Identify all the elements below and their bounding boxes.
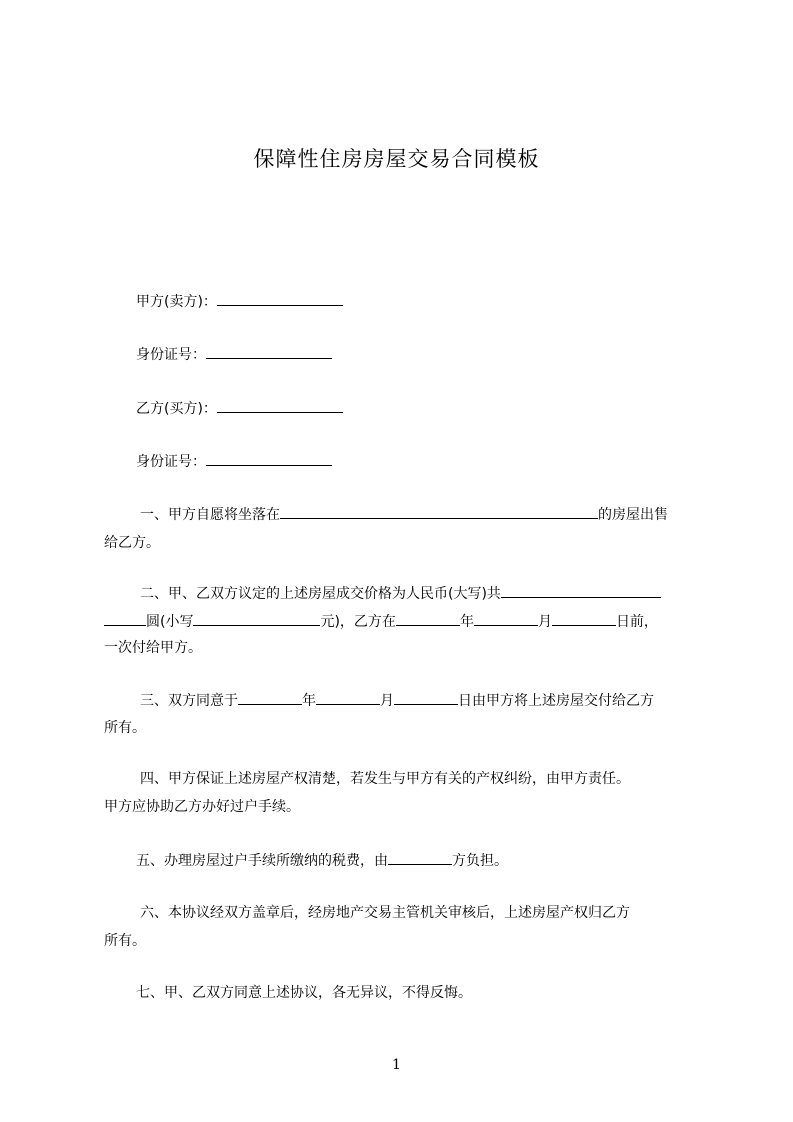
buyer-id-label: 身份证号： — [136, 454, 206, 470]
clause-3-blank-day — [394, 692, 458, 705]
clause-2-blank-amount-cont — [104, 613, 146, 626]
clause-2-blank-amount-words — [501, 585, 661, 598]
seller-id-blank — [206, 346, 332, 359]
clause-6-continuation: 所有。 — [104, 933, 146, 949]
clause-2-month: 月 — [537, 614, 552, 630]
clause-2-text-buyer: 元)，乙方在 — [320, 614, 396, 630]
seller-label: 甲方(卖方)： — [136, 294, 217, 310]
clause-1-line-1 — [140, 506, 740, 523]
buyer-field — [136, 400, 736, 417]
buyer-id-field — [136, 453, 736, 470]
document-title: 保障性住房房屋交易合同模板 — [253, 147, 540, 171]
clause-3-text: 三、双方同意于 — [140, 693, 238, 709]
clause-2-continuation: 一次付给甲方。 — [104, 640, 202, 656]
seller-field — [136, 293, 736, 310]
clause-2-blank-day — [552, 613, 616, 626]
clause-2-text-yuan: 圆(小写 — [146, 614, 194, 630]
clause-3-blank-year — [238, 692, 302, 705]
clause-1-blank — [280, 506, 598, 519]
clause-6-line-1 — [140, 905, 740, 921]
clause-3-text-end: 日由甲方将上述房屋交付给乙方 — [458, 693, 654, 709]
clause-3-blank-month — [316, 692, 380, 705]
buyer-blank — [217, 400, 343, 413]
clause-5-blank — [388, 852, 452, 865]
clause-1-continuation: 给乙方。 — [104, 535, 160, 551]
clause-2-text: 二、甲、乙双方议定的上述房屋成交价格为人民币(大写)共 — [140, 586, 501, 602]
clause-2-day: 日前， — [615, 614, 658, 630]
clause-1-line-2 — [104, 535, 704, 551]
clause-7-line-1 — [136, 985, 736, 1001]
clause-2-line-1 — [140, 585, 740, 602]
clause-4-line-1 — [140, 771, 740, 787]
clause-5-text: 五、办理房屋过户手续所缴纳的税费，由 — [136, 853, 388, 869]
clause-3-month: 月 — [380, 693, 394, 709]
seller-id-field — [136, 346, 736, 363]
buyer-id-blank — [206, 453, 332, 466]
clause-7-text: 七、甲、乙双方同意上述协议，各无异议，不得反悔。 — [136, 985, 472, 1001]
clause-4-text: 四、甲方保证上述房屋产权清楚，若发生与甲方有关的产权纠纷，由甲方责任。 — [140, 771, 630, 787]
clause-1-text-end: 的房屋出售 — [598, 507, 668, 523]
clause-6-line-2 — [104, 933, 704, 949]
buyer-label: 乙方(买方)： — [136, 401, 217, 417]
clause-4-line-2 — [104, 799, 704, 815]
clause-4-continuation: 甲方应协助乙方办好过户手续。 — [104, 799, 300, 815]
clause-1-text: 一、甲方自愿将坐落在 — [140, 507, 280, 523]
clause-5-text-end: 方负担。 — [452, 853, 508, 869]
clause-3-continuation: 所有。 — [104, 720, 146, 736]
clause-2-year: 年 — [459, 614, 474, 630]
clause-6-text: 六、本协议经双方盖章后，经房地产交易主管机关审核后，上述房屋产权归乙方 — [140, 905, 630, 921]
clause-5-line-1 — [136, 852, 736, 869]
clause-2-blank-amount-digits — [193, 613, 320, 626]
clause-3-year: 年 — [302, 693, 316, 709]
seller-blank — [217, 293, 343, 306]
page-number: 1 — [392, 1057, 401, 1073]
clause-3-line-2 — [104, 720, 704, 736]
seller-id-label: 身份证号： — [136, 347, 206, 363]
clause-2-line-3 — [104, 640, 704, 656]
clause-2-line-2 — [104, 613, 704, 630]
clause-3-line-1 — [140, 692, 740, 709]
clause-2-blank-month — [474, 613, 538, 626]
clause-2-blank-year — [396, 613, 460, 626]
